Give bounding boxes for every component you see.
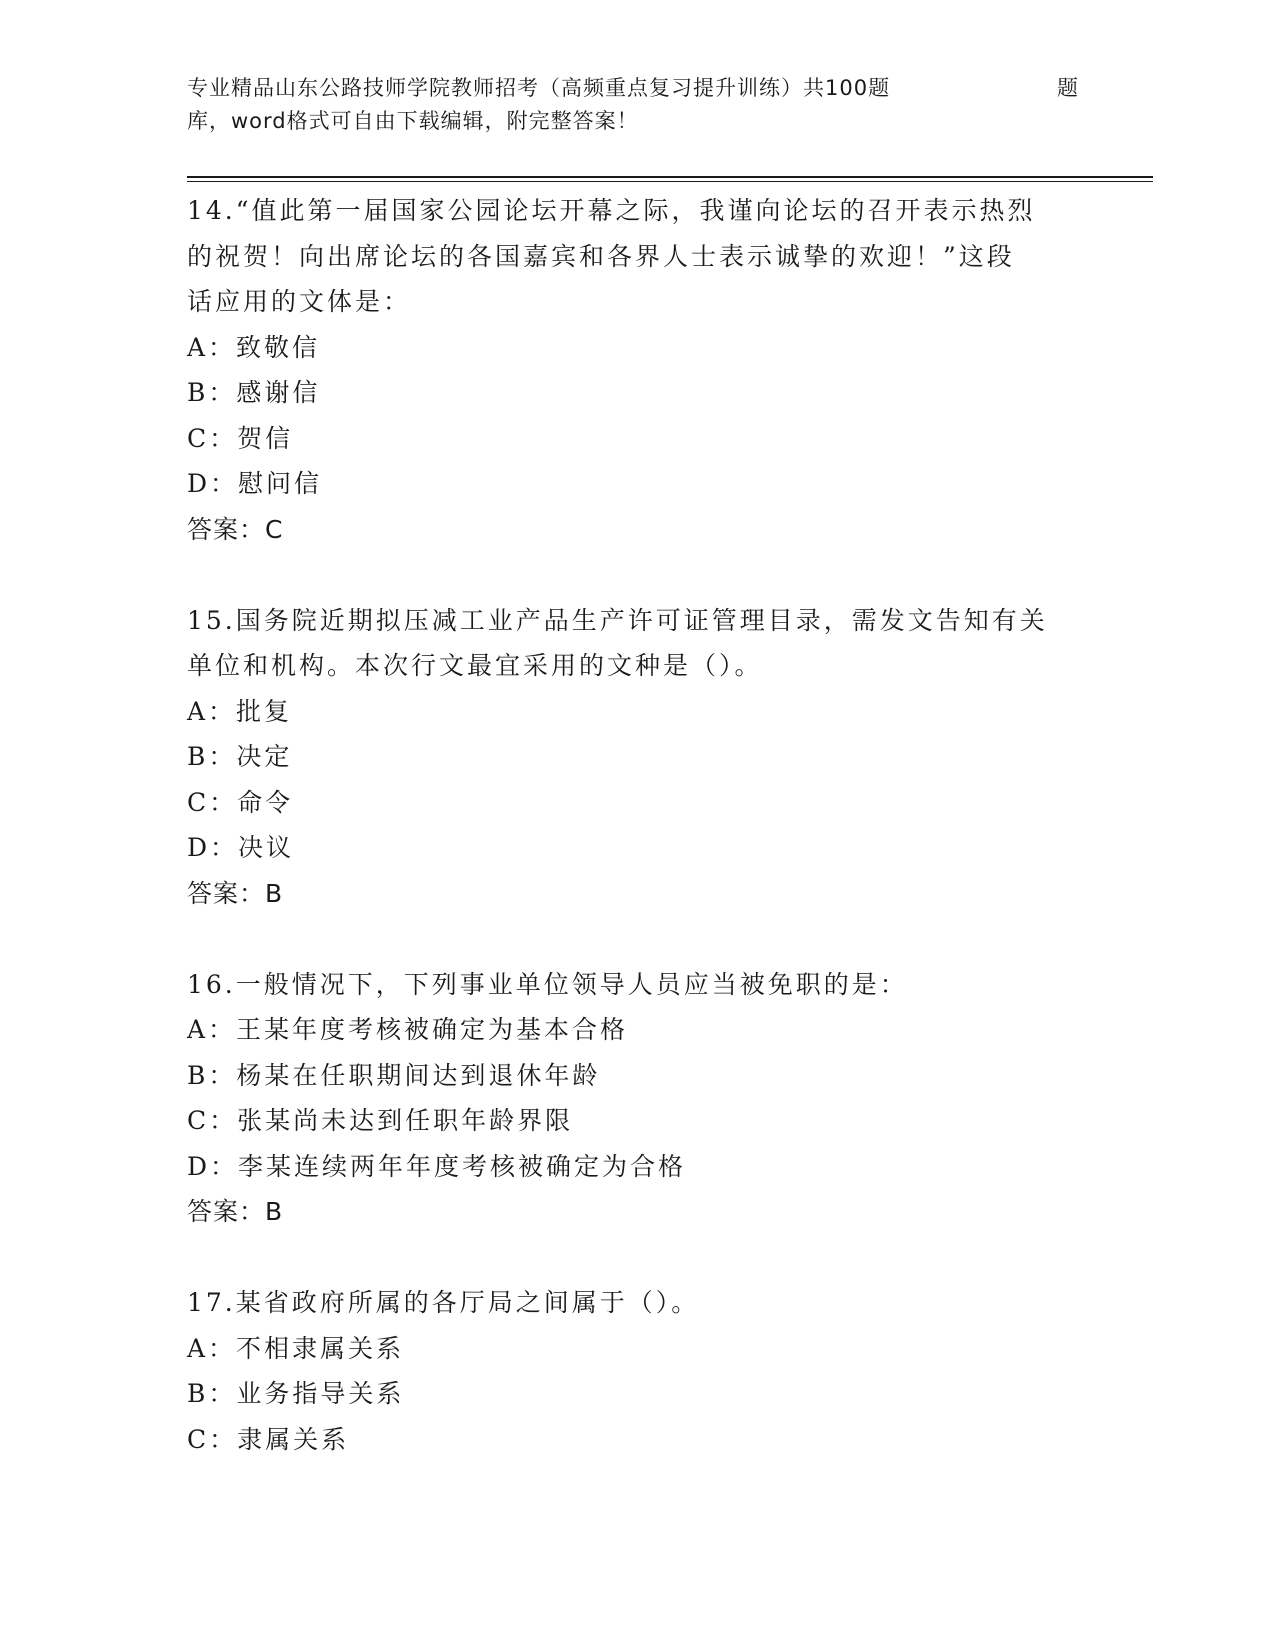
header-title-tail: 题 xyxy=(1057,76,1079,100)
spacer xyxy=(187,1235,1087,1281)
question-text-line: 单位和机构。本次行文最宜采用的文种是（）。 xyxy=(187,651,763,680)
option-c: C：贺信 xyxy=(187,423,294,453)
question-text-line: 话应用的文体是： xyxy=(187,287,412,316)
question-14 xyxy=(187,188,1087,552)
document-header xyxy=(187,72,1087,138)
option-c: C：命令 xyxy=(187,787,294,817)
header-title-text: 专业精品山东公路技师学院教师招考（高频重点复习提升训练）共100题 xyxy=(187,76,891,100)
option-d: D：慰问信 xyxy=(187,469,323,498)
question-text-line: 14.“值此第一届国家公园论坛开幕之际，我谨向论坛的召开表示热烈 xyxy=(187,196,1036,225)
header-divider-thick xyxy=(187,176,1153,178)
question-text-line: 15.国务院近期拟压减工业产品生产许可证管理目录，需发文告知有关 xyxy=(187,605,1048,635)
option-b: B：杨某在任职期间达到退休年龄 xyxy=(187,1060,601,1090)
question-text-line: 16.一般情况下，下列事业单位领导人员应当被免职的是： xyxy=(187,969,908,999)
header-line-2: 库，word格式可自由下载编辑，附完整答案！ xyxy=(187,109,639,133)
option-a: A：王某年度考核被确定为基本合格 xyxy=(187,1015,629,1044)
option-d: D：李某连续两年年度考核被确定为合格 xyxy=(187,1151,687,1181)
question-text-line: 的祝贺！向出席论坛的各国嘉宾和各界人士表示诚挚的欢迎！”这段 xyxy=(187,241,1015,271)
question-text-line: 17.某省政府所属的各厅局之间属于（）。 xyxy=(187,1288,700,1317)
question-16 xyxy=(187,962,1087,1235)
answer-line: 答案：B xyxy=(187,878,284,908)
questions-container xyxy=(187,188,1087,1462)
option-b: B：决定 xyxy=(187,742,293,771)
option-b: B：业务指导关系 xyxy=(187,1379,405,1408)
answer-line: 答案：B xyxy=(187,1197,284,1226)
header-divider-thin xyxy=(187,181,1153,182)
option-b: B：感谢信 xyxy=(187,378,321,407)
option-a: A：不相隶属关系 xyxy=(187,1333,405,1363)
question-17 xyxy=(187,1280,1087,1462)
option-c: C：隶属关系 xyxy=(187,1424,350,1454)
spacer xyxy=(187,916,1087,962)
answer-line: 答案：C xyxy=(187,514,284,544)
option-a: A：致敬信 xyxy=(187,332,321,362)
option-c: C：张某尚未达到任职年龄界限 xyxy=(187,1106,574,1135)
option-d: D：决议 xyxy=(187,833,295,862)
spacer xyxy=(187,552,1087,598)
header-line-1 xyxy=(187,72,1087,105)
option-a: A：批复 xyxy=(187,696,293,726)
question-15 xyxy=(187,598,1087,917)
